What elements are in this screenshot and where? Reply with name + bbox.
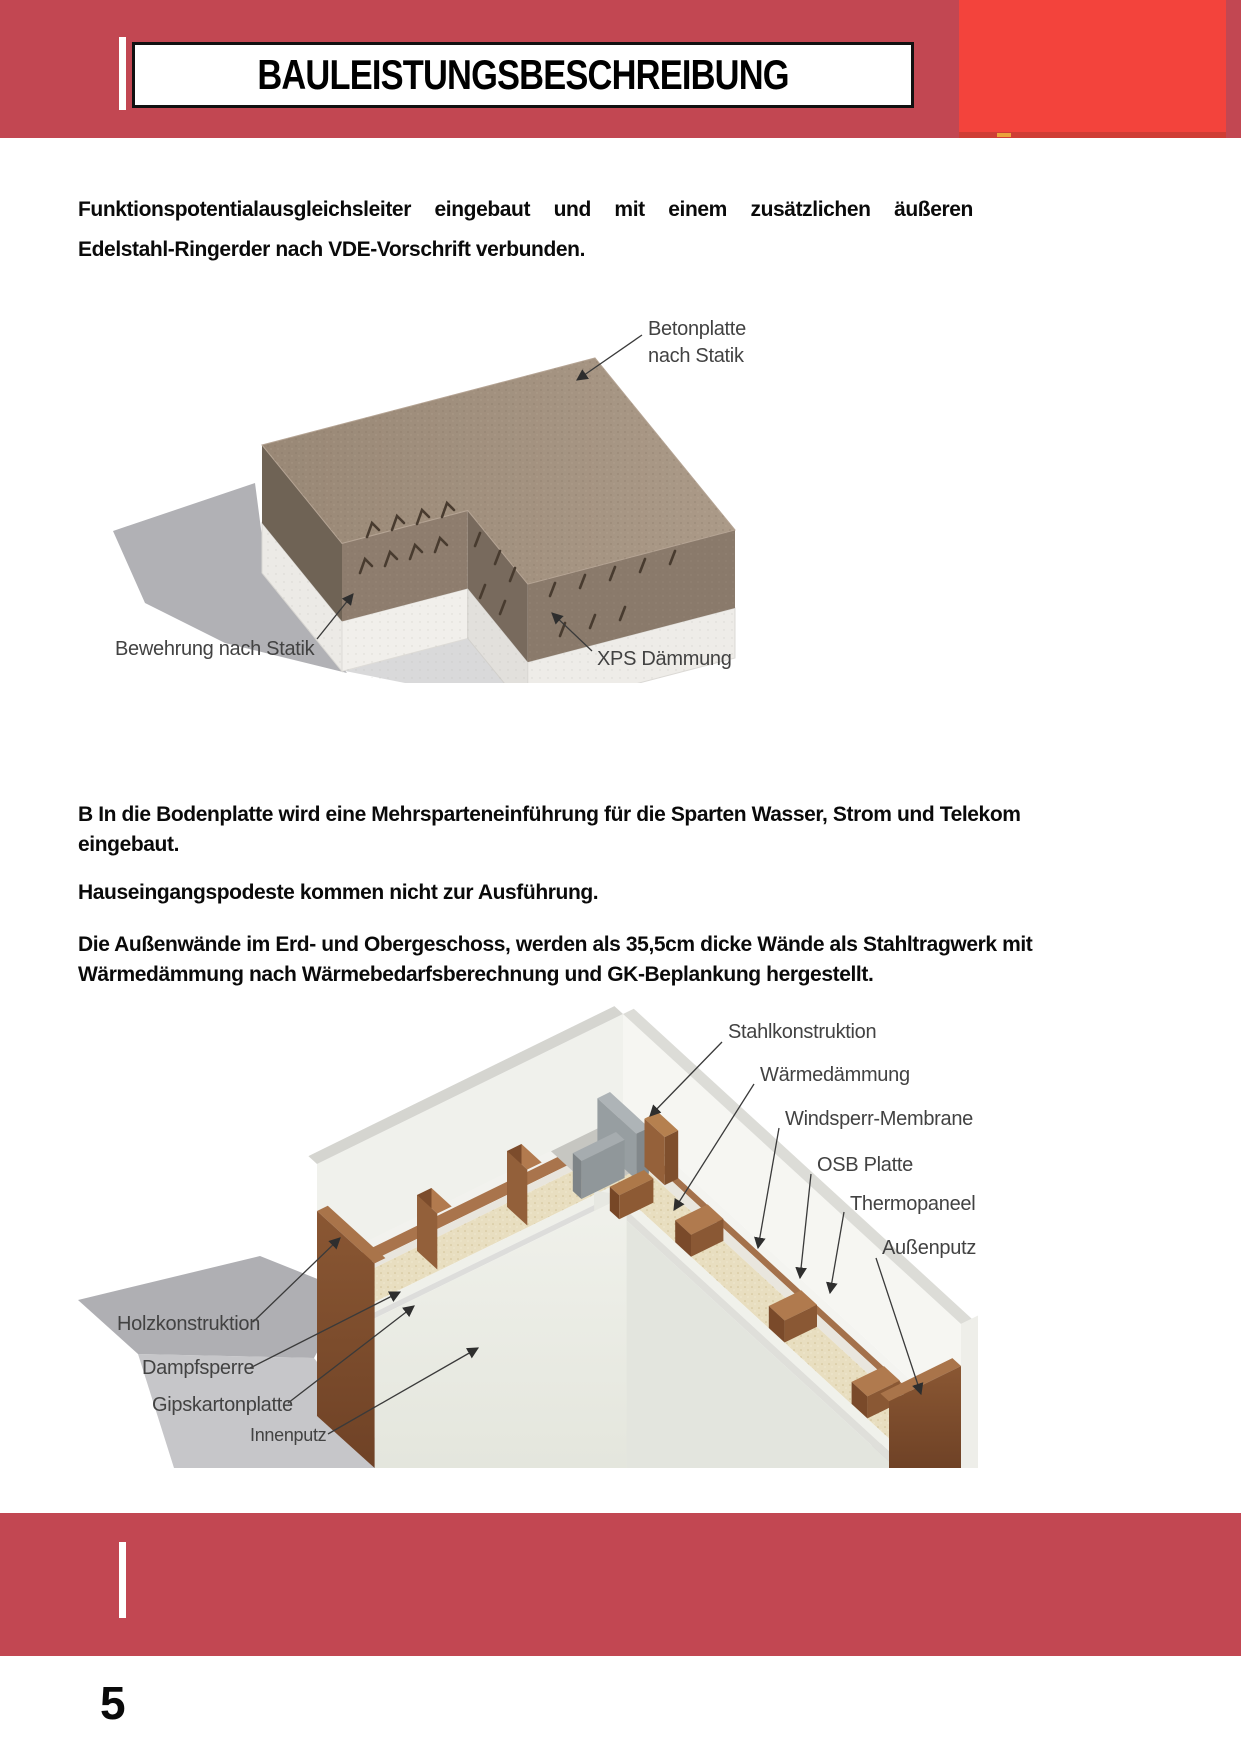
footer-banner <box>0 1513 1241 1656</box>
figure-label-aussenputz: Außenputz <box>882 1237 977 1259</box>
figure-label-innenputz: Innenputz <box>250 1425 327 1445</box>
paragraph-funktionspotential <box>78 190 973 270</box>
paragraph-line: Hauseingangspodeste kommen nicht zur Ausführung. <box>78 881 599 904</box>
figure-label-betonplatte-line2: nach Statik <box>648 345 744 367</box>
figure-label-betonplatte-line1: Betonplatte <box>648 318 746 340</box>
figure-label-thermopaneel: Thermopaneel <box>850 1193 976 1215</box>
leader-betonplatte <box>577 335 642 380</box>
figure-label-xps: XPS Dämmung <box>597 648 732 670</box>
paragraph-line: Edelstahl-Ringerder nach VDE-Vorschrift verbunden. <box>78 238 586 261</box>
paragraph-line: Wärmedämmung nach Wärmebedarfsberechnung und GK-Beplankung hergestellt. <box>78 963 874 986</box>
figure-label-waermedaemmung: Wärmedämmung <box>760 1064 910 1086</box>
figure-wall-assembly-diagram <box>78 998 978 1468</box>
figure-label-dampfsperre: Dampfsperre <box>142 1357 255 1379</box>
footer-white-bar <box>119 1542 126 1618</box>
header-banner <box>0 0 1241 138</box>
figure-label-bewehrung: Bewehrung nach Statik <box>115 638 315 660</box>
header-accent-block <box>959 0 1226 132</box>
figure-foundation-slab-diagram <box>105 283 765 683</box>
paragraph-line: Die Außenwände im Erd- und Obergeschoss, werden als 35,5cm dicke Wände als Stahltragwerk mit <box>78 933 1033 956</box>
figure-label-holzkonstruktion: Holzkonstruktion <box>117 1313 261 1335</box>
header-accent-fleck <box>997 133 1011 137</box>
figure-label-osb-platte: OSB Platte <box>817 1154 913 1176</box>
figure-label-gipskartonplatte: Gipskartonplatte <box>152 1394 293 1416</box>
figure-label-windsperr-membrane: Windsperr-Membrane <box>785 1108 973 1130</box>
paragraph-line: Funktionspotentialausgleichsleiter eingebaut und mit einem zusätzlichen äußeren <box>78 198 973 221</box>
paragraph-hauseingangspodeste <box>78 878 1088 908</box>
paragraph-bodenplatte <box>78 800 1088 860</box>
paragraph-line: eingebaut. <box>78 833 180 856</box>
title-box <box>132 42 914 108</box>
paragraph-line: B In die Bodenplatte wird eine Mehrsparteneinführung für die Sparten Wasser, Strom und Telekom <box>78 803 1021 826</box>
paragraph-aussenwaende <box>78 930 1088 990</box>
figure-label-stahlkonstruktion: Stahlkonstruktion <box>728 1021 877 1043</box>
page-number: 5 <box>100 1677 126 1729</box>
header-white-bar <box>119 37 126 110</box>
page-title: BAULEISTUNGSBESCHREIBUNG <box>257 51 789 98</box>
